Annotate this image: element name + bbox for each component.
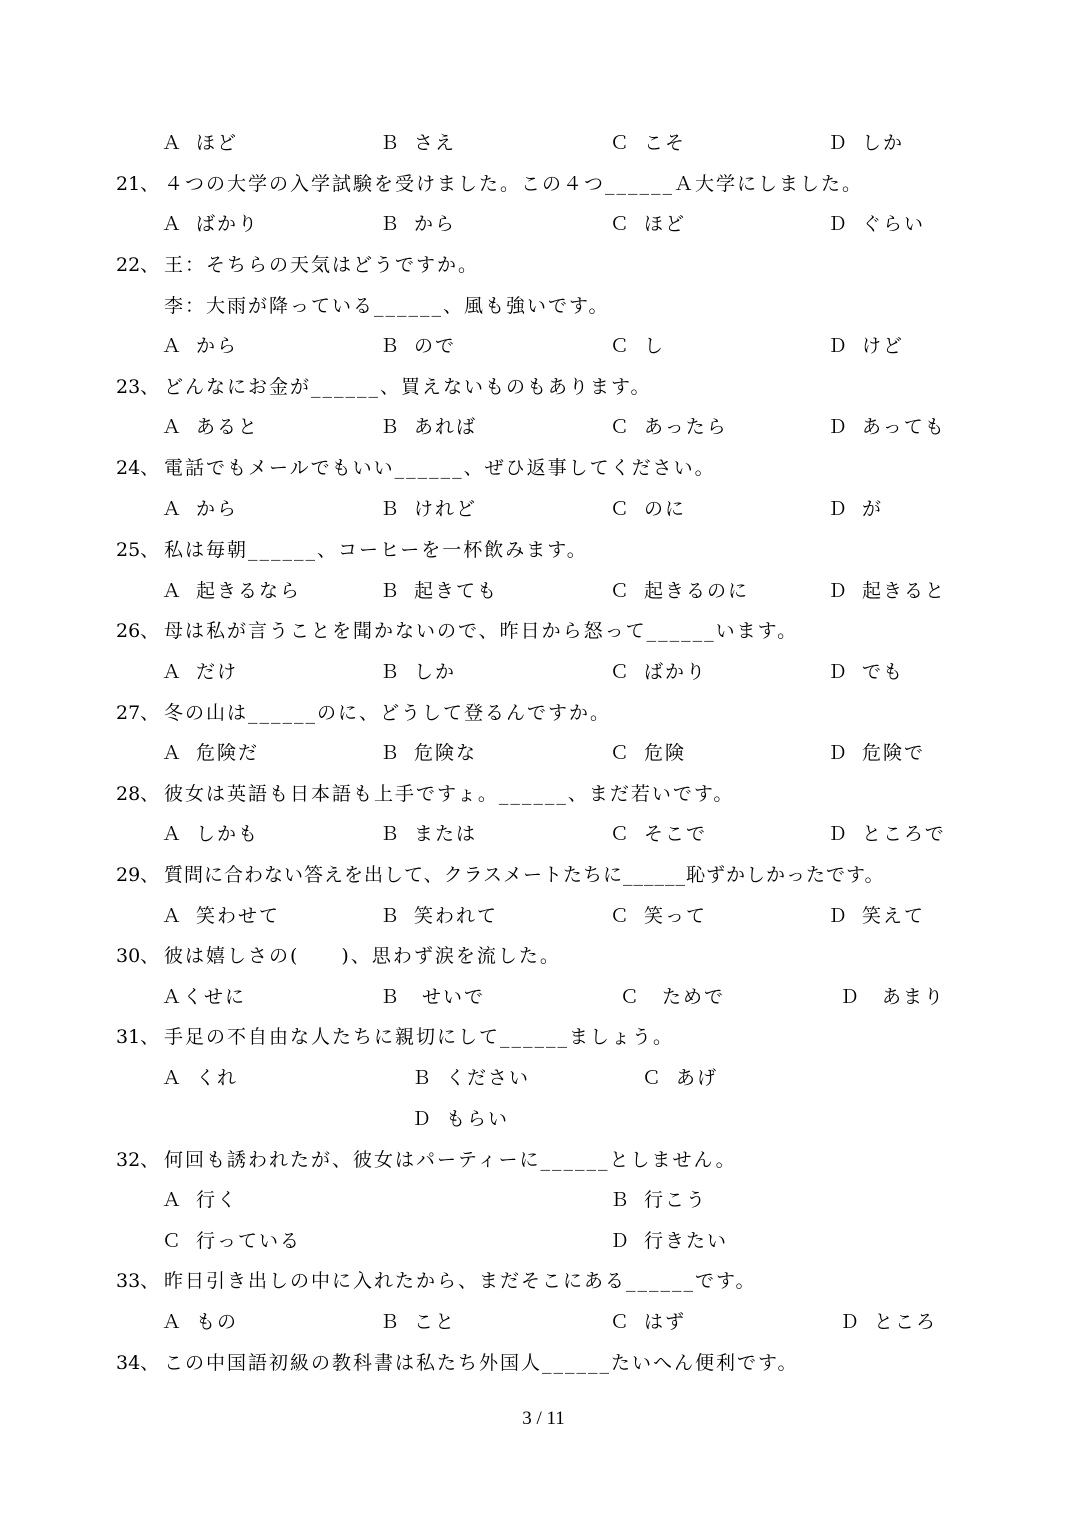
option-b: Ｂ ください <box>412 1067 531 1089</box>
question-text: ４つの大学の入学試験を受けました。この４つ______Ａ大学にしました。 <box>164 173 864 195</box>
page-number: 3 / 11 <box>522 1408 565 1429</box>
option-b: Ｂ こと <box>380 1311 457 1333</box>
question-text: 電話でもメールでもいい______、ぜひ返事してください。 <box>164 457 716 479</box>
question-number: 32、 <box>116 1149 160 1171</box>
question-text: 手足の不自由な人たちに親切にして______ましょう。 <box>164 1026 675 1048</box>
options-row <box>0 1225 1087 1257</box>
question-text: 王：そちらの天気はどうですか。 <box>164 254 480 276</box>
option-b: Ｂ 起きても <box>380 580 499 602</box>
question-25 <box>0 534 1087 566</box>
question-27 <box>0 697 1087 729</box>
question-number: 27、 <box>116 702 160 724</box>
question-number: 25、 <box>116 539 160 561</box>
question-text: 彼は嬉しさの( )、思わず涙を流した。 <box>164 945 561 967</box>
question-text: どんなにお金が______、買えないものもあります。 <box>164 376 652 398</box>
option-c: Ｃ 笑って <box>610 905 708 927</box>
question-number: 21、 <box>116 173 160 195</box>
option-b: Ｂ から <box>380 213 457 235</box>
option-b: Ｂ さえ <box>380 132 457 154</box>
options-row <box>0 1103 1087 1135</box>
option-b: Ｂ 危険な <box>380 742 478 764</box>
question-text: 彼女は英語も日本語も上手ですょ。______、まだ若いです。 <box>164 783 735 805</box>
options-row <box>0 818 1087 850</box>
option-c: Ｃ あげ <box>642 1067 719 1089</box>
question-number: 28、 <box>116 783 160 805</box>
option-d: Ｄ ところ <box>840 1311 938 1333</box>
question-number: 24、 <box>116 457 160 479</box>
option-c: Ｃ はず <box>610 1311 687 1333</box>
options-row <box>0 900 1087 932</box>
option-b: Ｂ けれど <box>380 498 478 520</box>
question-30 <box>0 940 1087 972</box>
option-d: Ｄ が <box>828 498 884 520</box>
question-22-line-2 <box>0 290 1087 322</box>
option-c: Ｃ ためで <box>620 986 726 1008</box>
options-row <box>0 1184 1087 1216</box>
option-d: Ｄ もらい <box>412 1108 510 1130</box>
question-33 <box>0 1265 1087 1297</box>
question-number: 31、 <box>116 1026 160 1048</box>
option-a: Ａ しかも <box>162 823 260 845</box>
question-number: 22、 <box>116 254 160 276</box>
option-d: Ｄ 行きたい <box>610 1230 729 1252</box>
question-23 <box>0 371 1087 403</box>
option-d: Ｄ ぐらい <box>828 213 926 235</box>
question-text: 質問に合わない答えを出して、クラスメートたちに______恥ずかしかったです。 <box>164 864 885 886</box>
options-row <box>0 208 1087 240</box>
question-text: 私は毎朝______、コーヒーを一杯飲みます。 <box>164 539 588 561</box>
option-b: Ｂ ので <box>380 335 457 357</box>
option-a: Ａくせに <box>162 986 247 1008</box>
question-number: 30、 <box>116 945 160 967</box>
option-a: Ａ 起きるなら <box>162 580 302 602</box>
option-d: Ｄ あまり <box>840 986 946 1008</box>
options-row <box>0 127 1087 159</box>
option-c: Ｃ ばかり <box>610 661 708 683</box>
option-c: Ｃ 危険 <box>610 742 687 764</box>
question-29 <box>0 859 1087 891</box>
question-number: 34、 <box>116 1352 160 1374</box>
option-c: Ｃ 起きるのに <box>610 580 750 602</box>
options-row <box>0 330 1087 362</box>
question-34 <box>0 1347 1087 1379</box>
option-a: Ａ から <box>162 498 239 520</box>
options-row <box>0 1306 1087 1338</box>
option-d: Ｄ あっても <box>828 416 946 438</box>
question-28 <box>0 778 1087 810</box>
question-text: 母は私が言うことを聞かないので、昨日から怒って______います。 <box>164 620 799 642</box>
option-c: Ｃ ほど <box>610 213 687 235</box>
option-d: Ｄ でも <box>828 661 905 683</box>
option-d: Ｄ 危険で <box>828 742 926 764</box>
option-a: Ａ ばかり <box>162 213 260 235</box>
question-text: 昨日引き出しの中に入れたから、まだそこにある______です。 <box>164 1270 757 1292</box>
option-a: Ａ だけ <box>162 661 239 683</box>
option-d: Ｄ けど <box>828 335 905 357</box>
option-d: Ｄ 笑えて <box>828 905 926 927</box>
option-a: Ａ あると <box>162 416 260 438</box>
option-c: Ｃ 行っている <box>162 1230 302 1252</box>
option-d: Ｄ ところで <box>828 823 946 845</box>
option-a: Ａ 危険だ <box>162 742 260 764</box>
option-c: Ｃ こそ <box>610 132 687 154</box>
question-21 <box>0 168 1087 200</box>
options-row <box>0 411 1087 443</box>
question-26 <box>0 615 1087 647</box>
options-row <box>0 493 1087 525</box>
options-row <box>0 737 1087 769</box>
question-text: 何回も誘われたが、彼女はパーティーに______としません。 <box>164 1149 737 1171</box>
option-b: Ｂ 行こう <box>610 1189 708 1211</box>
question-32 <box>0 1144 1087 1176</box>
option-a: Ａ ほど <box>162 132 239 154</box>
question-number: 29、 <box>116 864 160 886</box>
options-row <box>0 656 1087 688</box>
option-c: Ｃ そこで <box>610 823 708 845</box>
question-number: 23、 <box>116 376 160 398</box>
options-row <box>0 981 1087 1013</box>
options-row <box>0 1062 1087 1094</box>
question-text: 冬の山は______のに、どうして登るんですか。 <box>164 702 612 724</box>
question-number: 26、 <box>116 620 160 642</box>
question-number: 33、 <box>116 1270 160 1292</box>
option-b: Ｂ しか <box>380 661 457 683</box>
option-c: Ｃ し <box>610 335 666 357</box>
option-a: Ａ 行く <box>162 1189 239 1211</box>
option-b: Ｂ あれば <box>380 416 478 438</box>
options-row <box>0 575 1087 607</box>
option-c: Ｃ あったら <box>610 416 728 438</box>
option-d: Ｄ しか <box>828 132 905 154</box>
option-c: Ｃ のに <box>610 498 687 520</box>
option-b: Ｂ または <box>380 823 478 845</box>
option-b: Ｂ 笑われて <box>380 905 499 927</box>
option-a: Ａ くれ <box>162 1067 239 1089</box>
question-24 <box>0 452 1087 484</box>
option-a: Ａ もの <box>162 1311 239 1333</box>
question-22 <box>0 249 1087 281</box>
question-text: この中国語初級の教科書は私たち外国人______たいへん便利です。 <box>164 1352 799 1374</box>
option-d: Ｄ 起きると <box>828 580 947 602</box>
option-a: Ａ 笑わせて <box>162 905 281 927</box>
option-b: Ｂ せいで <box>380 986 486 1008</box>
question-31 <box>0 1021 1087 1053</box>
question-text: 李：大雨が降っている______、風も強いです。 <box>164 295 610 317</box>
option-a: Ａ から <box>162 335 239 357</box>
